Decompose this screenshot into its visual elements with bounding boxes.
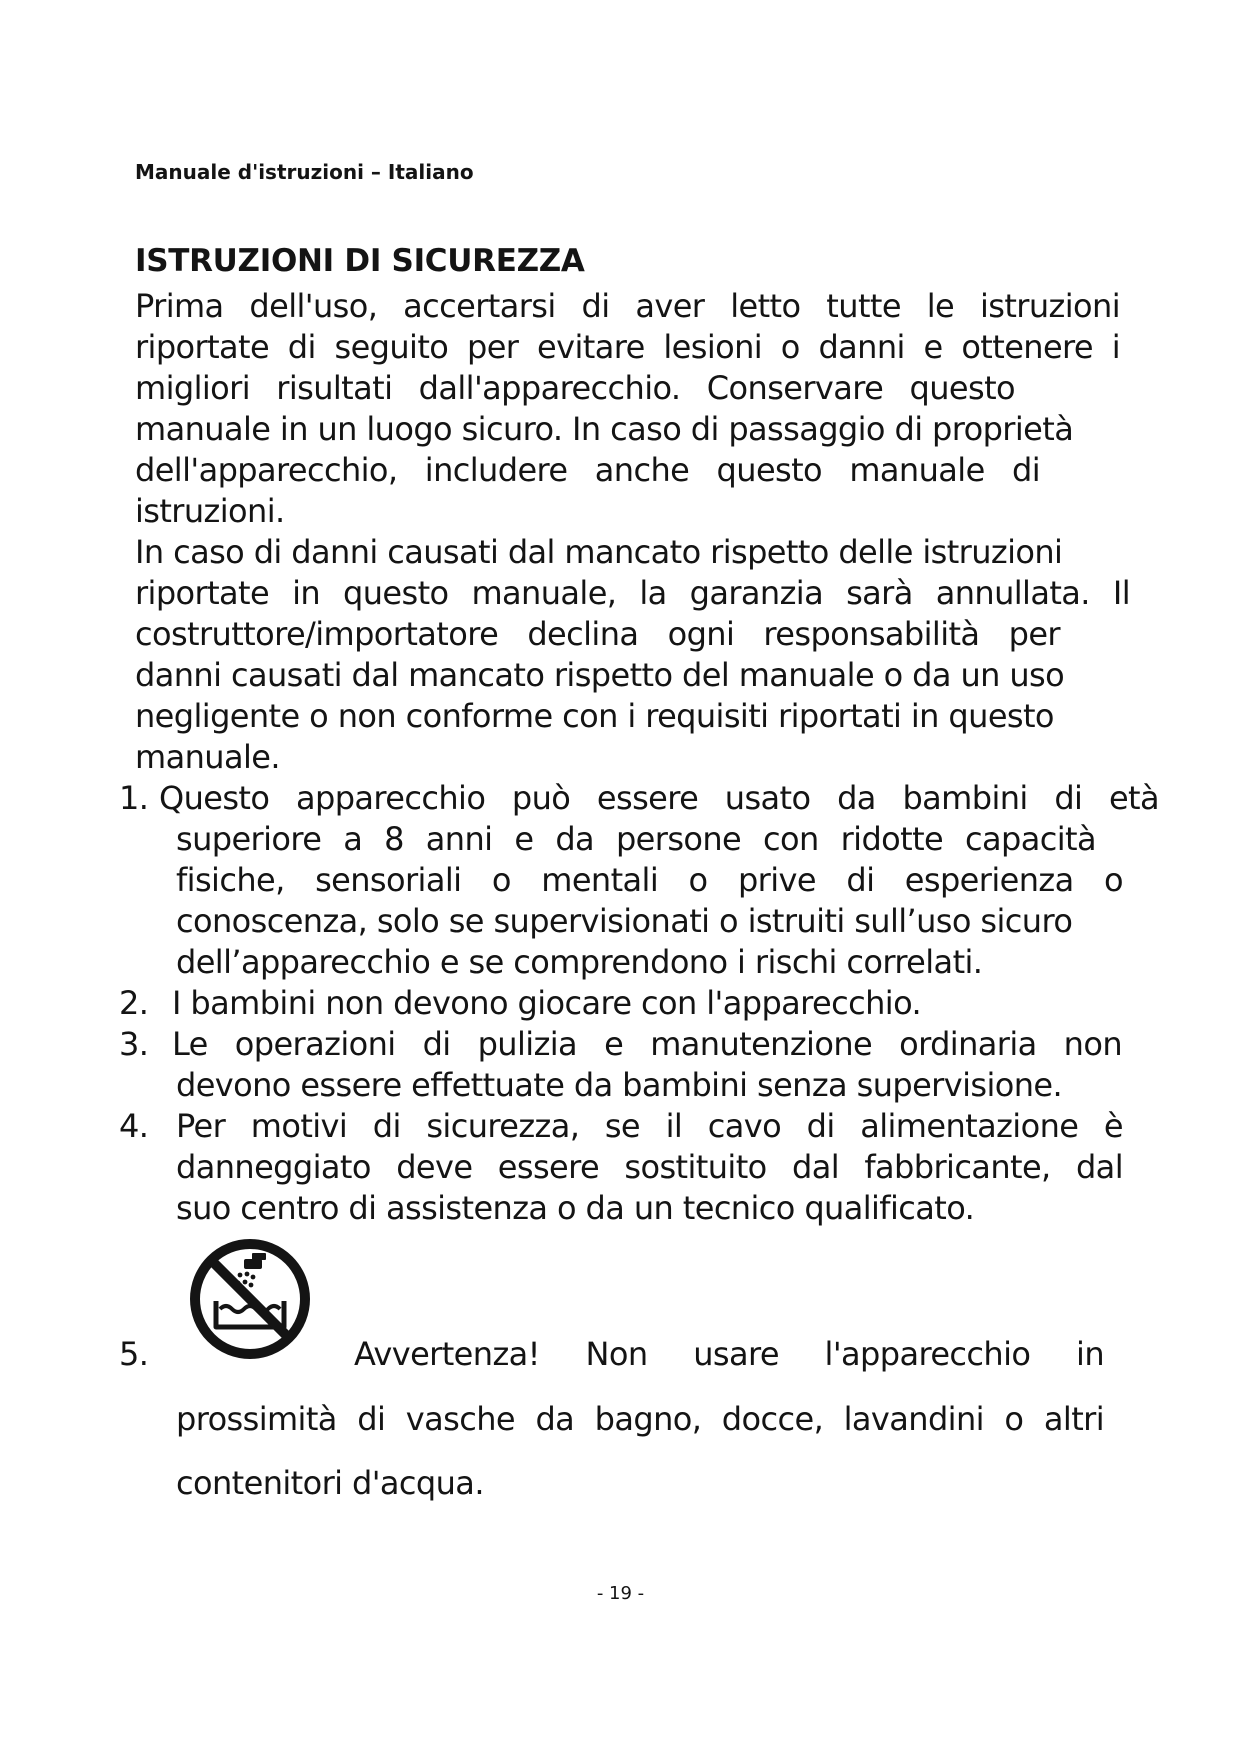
intro-line: dell'apparecchio, includere anche questo manuale di xyxy=(135,451,1040,489)
intro-line: migliori risultati dall'apparecchio. Conservare questo xyxy=(135,369,1015,407)
intro-paragraph xyxy=(135,286,1130,778)
list-number: 4. xyxy=(119,1107,149,1145)
intro-line: riportate in questo manuale, la garanzia sarà annullata. Il xyxy=(135,574,1130,612)
page-number: - 19 - xyxy=(596,1583,645,1604)
section-title: ISTRUZIONI DI SICUREZZA xyxy=(135,243,585,279)
list-item-line: devono essere effettuate da bambini senza supervisione. xyxy=(176,1066,1063,1104)
list-item xyxy=(119,778,1159,983)
list-item-line: prossimità di vasche da bagno, docce, lavandini o altri xyxy=(176,1400,1104,1438)
list-item-line: Le operazioni di pulizia e manutenzione ordinaria non xyxy=(172,1025,1122,1063)
list-item xyxy=(119,983,1120,1024)
page-header: Manuale d'istruzioni – Italiano xyxy=(135,160,474,184)
list-number: 2. xyxy=(119,984,149,1022)
intro-line: costruttore/importatore declina ogni responsabilità per xyxy=(135,615,1060,653)
list-number: 3. xyxy=(119,1025,149,1063)
list-item-line: conoscenza, solo se supervisionati o istruiti sull’uso sicuro xyxy=(176,902,1073,940)
list-item-line: Questo apparecchio può essere usato da bambini di età xyxy=(159,779,1159,817)
intro-line: istruzioni. xyxy=(135,492,285,530)
intro-line: riportate di seguito per evitare lesioni o danni e ottenere i xyxy=(135,328,1120,366)
list-item-line: dell’apparecchio e se comprendono i rischi correlati. xyxy=(176,943,983,981)
list-item xyxy=(119,1106,1123,1229)
safety-instructions xyxy=(119,286,1159,1229)
list-item-line: superiore a 8 anni e da persone con ridotte capacità xyxy=(176,820,1096,858)
list-number: 1. xyxy=(119,779,149,817)
safety-list xyxy=(119,778,1159,1229)
list-item-line: I bambini non devono giocare con l'apparecchio. xyxy=(172,984,922,1022)
intro-line: danni causati dal mancato rispetto del manuale o da un uso xyxy=(135,656,1065,694)
intro-line: manuale in un luogo sicuro. In caso di passaggio di proprietà xyxy=(135,410,1074,448)
list-number: 5. xyxy=(119,1335,149,1373)
no-water-icon xyxy=(186,1235,314,1363)
intro-line: Prima dell'uso, accertarsi di aver letto tutte le istruzioni xyxy=(135,287,1120,325)
intro-line: negligente o non conforme con i requisiti riportati in questo xyxy=(135,697,1054,735)
list-item-line: fisiche, sensoriali o mentali o prive di esperienza o xyxy=(176,861,1123,899)
list-item-line: Per motivi di sicurezza, se il cavo di alimentazione è xyxy=(176,1107,1123,1145)
list-item-line: suo centro di assistenza o da un tecnico qualificato. xyxy=(176,1189,975,1227)
list-item-line: danneggiato deve essere sostituito dal fabbricante, dal xyxy=(176,1148,1123,1186)
list-item xyxy=(119,1024,1122,1106)
warning-first-line: Avvertenza! Non usare l'apparecchio in xyxy=(354,1335,1104,1373)
warning-continuation xyxy=(176,1387,1104,1515)
list-item-line: contenitori d'acqua. xyxy=(176,1464,484,1502)
intro-line: manuale. xyxy=(135,738,280,776)
intro-line: In caso di danni causati dal mancato rispetto delle istruzioni xyxy=(135,533,1063,571)
